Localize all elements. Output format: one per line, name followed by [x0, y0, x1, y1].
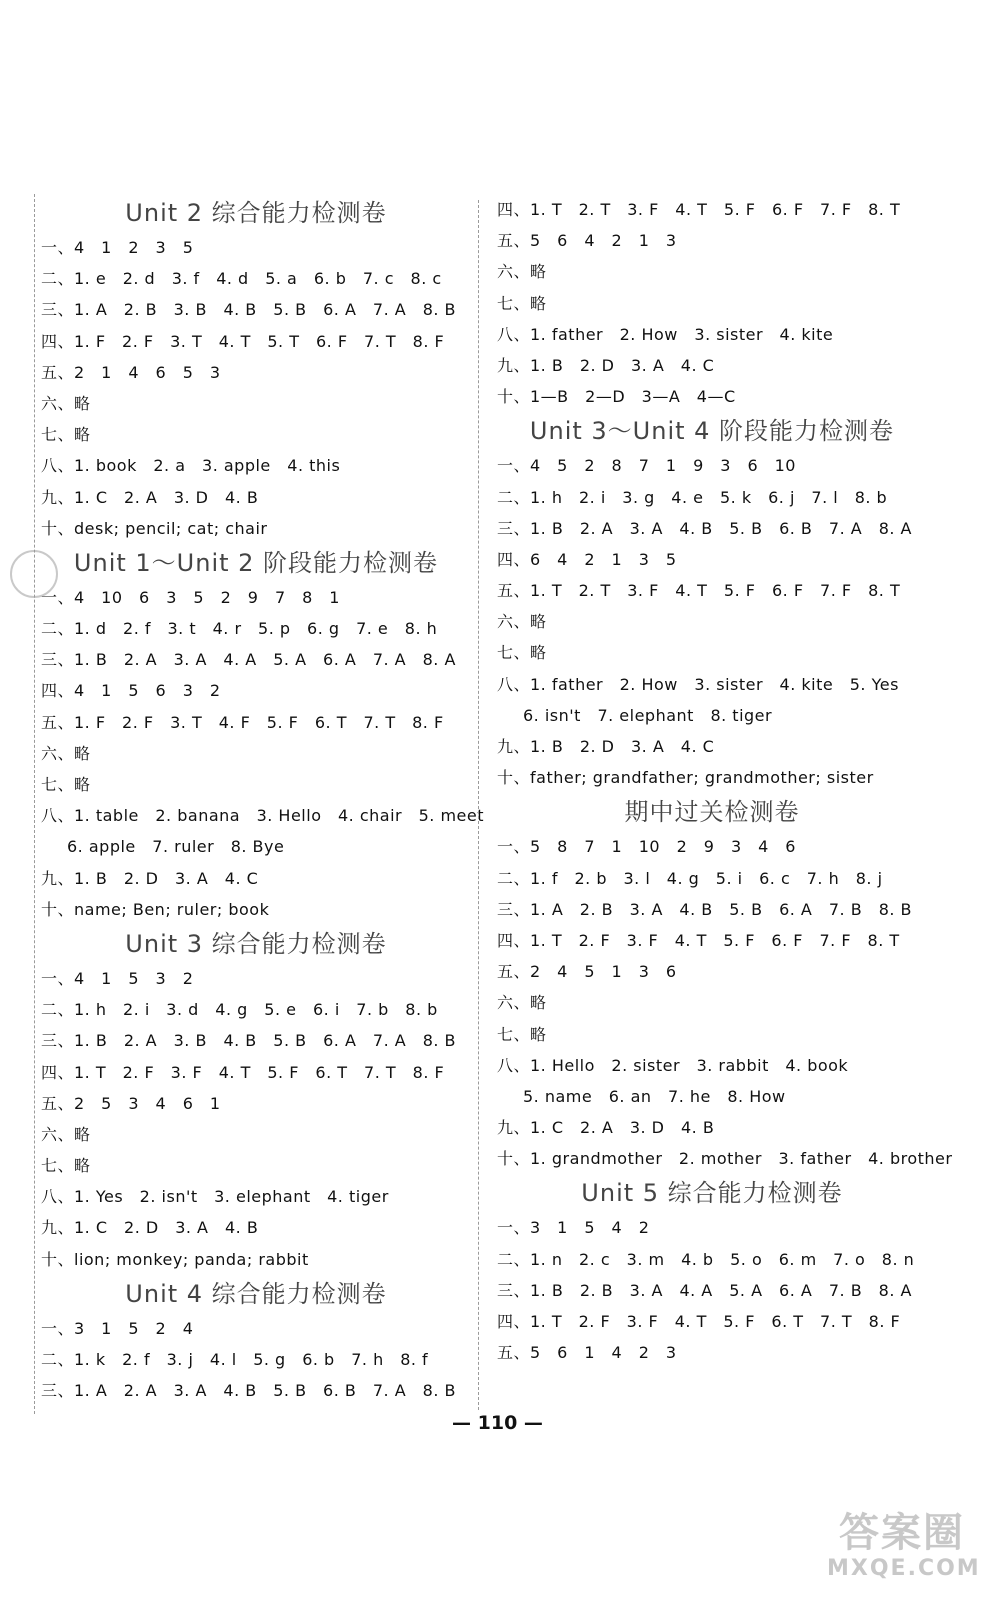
answer-line: 七、略 [497, 1024, 547, 1044]
answer-line: 九、1. C 2. A 3. D 4. B [497, 1118, 715, 1138]
section-title: Unit 1～Unit 2 阶段能力检测卷 [73, 548, 439, 577]
section-title: Unit 4 综合能力检测卷 [125, 1279, 387, 1308]
answer-line: 5. name 6. an 7. he 8. How [523, 1086, 786, 1106]
answer-line: 七、略 [497, 643, 547, 663]
answer-line: 九、1. B 2. D 3. A 4. C [41, 868, 259, 888]
answer-line: 七、略 [41, 425, 91, 445]
watermark-logo [827, 1510, 981, 1586]
answer-line: 二、1. f 2. b 3. l 4. g 5. i 6. c 7. h 8. j [497, 868, 883, 888]
left-column [34, 194, 485, 1414]
answer-line: 二、1. h 2. i 3. g 4. e 5. k 6. j 7. l 8. b [497, 487, 888, 507]
answer-line: 三、1. B 2. A 3. A 4. B 5. B 6. B 7. A 8. A [497, 518, 913, 538]
answer-line: 一、3 1 5 4 2 [497, 1218, 650, 1238]
answer-line: 八、1. book 2. a 3. apple 4. this [41, 456, 341, 476]
answer-line: 四、1. T 2. F 3. F 4. T 5. F 6. T 7. T 8. F [41, 1062, 445, 1082]
answer-line: 一、4 1 2 3 5 [41, 238, 194, 257]
answer-line: 四、1. T 2. F 3. F 4. T 5. F 6. F 7. F 8. T [497, 930, 900, 950]
section-title: Unit 5 综合能力检测卷 [581, 1179, 843, 1208]
answer-line: 五、5 6 1 4 2 3 [497, 1343, 677, 1363]
section-title: Unit 2 综合能力检测卷 [125, 199, 387, 227]
section-title: 期中过关检测卷 [624, 798, 800, 827]
answer-line: 三、1. A 2. B 3. B 4. B 5. B 6. A 7. A 8. B [41, 300, 457, 320]
answer-line: 八、1. Hello 2. sister 3. rabbit 4. book [497, 1055, 849, 1075]
answer-line: 五、2 1 4 6 5 3 [41, 362, 221, 382]
answer-line: 十、desk; pencil; cat; chair [41, 518, 268, 538]
answer-line: 二、1. d 2. f 3. t 4. r 5. p 6. g 7. e 8. h [41, 619, 438, 639]
answer-line: 二、1. e 2. d 3. f 4. d 5. a 6. b 7. c 8. c [41, 269, 442, 289]
answer-line: 三、1. A 2. B 3. A 4. B 5. B 6. A 7. B 8. B [497, 899, 913, 919]
answer-line: 六、略 [497, 993, 547, 1013]
answer-line: 一、5 8 7 1 10 2 9 3 4 6 [497, 837, 796, 857]
answer-line: 6. isn't 7. elephant 8. tiger [523, 705, 773, 725]
answer-line: 四、6 4 2 1 3 5 [497, 549, 677, 569]
answer-line: 一、3 1 5 2 4 [41, 1318, 194, 1338]
answer-line: 一、4 1 5 3 2 [41, 968, 194, 988]
page-number: — 110 — [452, 1412, 543, 1434]
answer-line: 七、略 [497, 293, 547, 313]
answer-line: 五、2 4 5 1 3 6 [497, 962, 677, 982]
answer-line: 十、father; grandfather; grandmother; sister [497, 768, 874, 788]
answer-line: 五、1. T 2. T 3. F 4. T 5. F 6. F 7. F 8. T [497, 581, 901, 601]
answer-line: 四、1. F 2. F 3. T 4. T 5. T 6. F 7. T 8. F [41, 331, 445, 351]
answer-line: 六、略 [41, 393, 91, 413]
answer-line: 三、1. B 2. A 3. B 4. B 5. B 6. A 7. A 8. B [41, 1031, 457, 1051]
answer-line: 六、略 [497, 262, 547, 282]
answer-line: 五、5 6 4 2 1 3 [497, 231, 677, 251]
answer-line: 八、1. table 2. banana 3. Hello 4. chair 5. meet [41, 806, 485, 826]
answer-line: 四、1. T 2. T 3. F 4. T 5. F 6. F 7. F 8. T [497, 200, 901, 219]
answer-line: 五、2 5 3 4 6 1 [41, 1093, 221, 1113]
answer-line: 六、略 [497, 612, 547, 632]
answer-line: 九、1. B 2. D 3. A 4. C [497, 737, 715, 756]
right-column [497, 194, 953, 1368]
answer-line: 十、name; Ben; ruler; book [41, 899, 270, 919]
answer-line: 二、1. h 2. i 3. d 4. g 5. e 6. i 7. b 8. b [41, 1000, 438, 1020]
answer-line: 八、1. father 2. How 3. sister 4. kite [497, 324, 834, 344]
answer-line: 九、1. C 2. A 3. D 4. B [41, 487, 259, 507]
answer-line: 三、1. B 2. B 3. A 4. A 5. A 6. A 7. B 8. A [497, 1280, 912, 1300]
answer-line: 七、略 [41, 1156, 91, 1176]
watermark-top: 答案圈 [839, 1510, 965, 1556]
watermark-url: MXQE.COM [827, 1556, 981, 1581]
answer-line: 四、4 1 5 6 3 2 [41, 681, 221, 701]
answer-line: 三、1. A 2. A 3. A 4. B 5. B 6. B 7. A 8. B [41, 1381, 457, 1401]
answer-line: 六、略 [41, 1124, 91, 1144]
section-title: Unit 3～Unit 4 阶段能力检测卷 [529, 417, 895, 446]
answer-line: 六、略 [41, 743, 91, 763]
answer-line: 八、1. father 2. How 3. sister 4. kite 5. Yes [497, 674, 899, 694]
answer-line: 七、略 [41, 775, 91, 794]
answer-line: 九、1. C 2. D 3. A 4. B [41, 1218, 259, 1238]
answer-line: 6. apple 7. ruler 8. Bye [67, 837, 285, 857]
answer-line: 八、1. Yes 2. isn't 3. elephant 4. tiger [41, 1187, 389, 1207]
answer-line: 五、1. F 2. F 3. T 4. F 5. F 6. T 7. T 8. F [41, 712, 444, 732]
answer-line: 二、1. n 2. c 3. m 4. b 5. o 6. m 7. o 8. n [497, 1249, 915, 1269]
answer-line: 十、lion; monkey; panda; rabbit [41, 1249, 309, 1269]
answer-line: 三、1. B 2. A 3. A 4. A 5. A 6. A 7. A 8. A [41, 650, 456, 670]
answer-line: 一、4 5 2 8 7 1 9 3 6 10 [497, 456, 796, 476]
column-divider [478, 200, 479, 1410]
answer-line: 十、1. grandmother 2. mother 3. father 4. brother [497, 1149, 953, 1169]
answer-line: 二、1. k 2. f 3. j 4. l 5. g 6. b 7. h 8. f [41, 1350, 429, 1369]
answer-line: 九、1. B 2. D 3. A 4. C [497, 355, 715, 375]
answer-line: 一、4 10 6 3 5 2 9 7 8 1 [41, 587, 340, 607]
section-title: Unit 3 综合能力检测卷 [125, 929, 387, 958]
answer-line: 十、1—B 2—D 3—A 4—C [497, 387, 736, 407]
answer-line: 四、1. T 2. F 3. F 4. T 5. F 6. T 7. T 8. F [497, 1312, 901, 1331]
